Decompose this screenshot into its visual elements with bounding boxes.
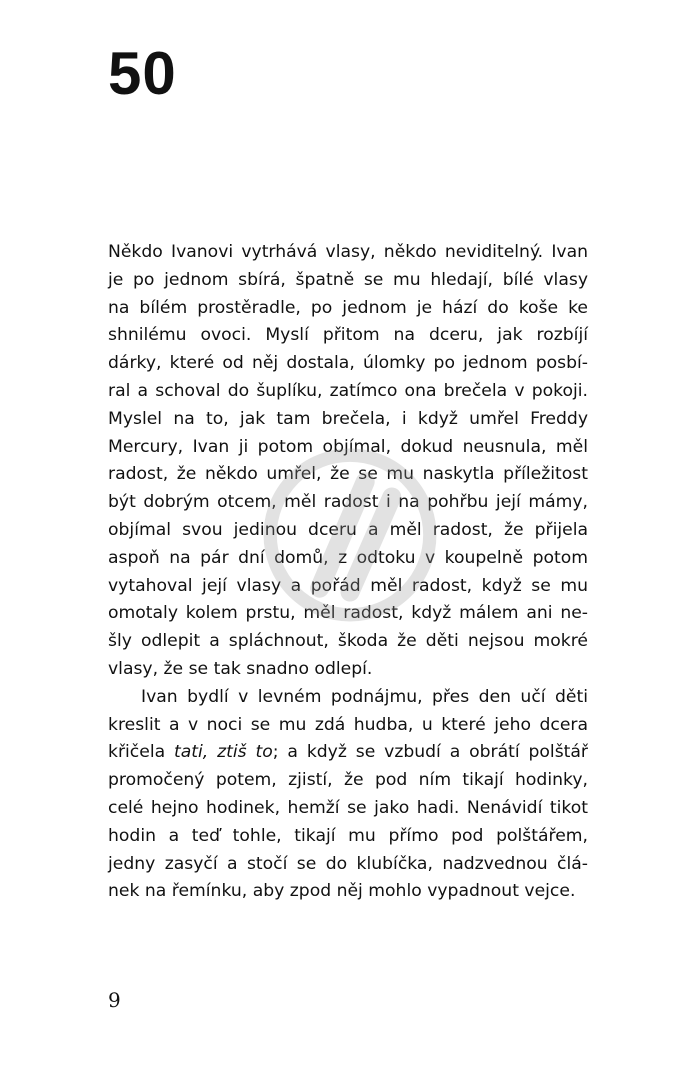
text-line: ral a schoval do šuplíku, zatímco ona brečela v pokoji.: [108, 380, 588, 401]
text-line: radost, že někdo umřel, že se mu naskytla příležitost: [108, 464, 588, 485]
text-line: šly odlepit a spláchnout, škoda že děti nejsou mokré: [108, 631, 588, 652]
paragraph: [108, 684, 588, 906]
text-line: je po jednom sbírá, špatně se mu hledají, bílé vlasy: [108, 269, 588, 290]
text-line: celé hejno hodinek, hemží se jako hadi. Nenávidí tikot: [108, 797, 588, 818]
text-line: na bílém prostěradle, po jednom je hází do koše ke: [108, 297, 588, 318]
text-line: omotaly kolem prstu, měl radost, když málem ani ne-: [108, 603, 588, 624]
text-line: objímal svou jedinou dceru a měl radost, že přijela: [108, 519, 588, 540]
paragraph: [108, 239, 588, 684]
text-line: vytahoval její vlasy a pořád měl radost, když se mu: [108, 575, 588, 596]
text-line: kreslit a v noci se mu zdá hudba, u které jeho dcera: [108, 714, 588, 735]
text-line: [108, 739, 588, 767]
text-line: Myslel na to, jak tam brečela, i když umřel Freddy: [108, 408, 588, 429]
text-line: aspoň na pár dní domů, z odtoku v koupelně potom: [108, 547, 588, 568]
chapter-number: 50: [108, 40, 177, 107]
text-line: jedny zasyčí a stočí se do klubíčka, nadzvednou člá-: [108, 853, 588, 874]
text-line: promočený potem, zjistí, že pod ním tikají hodinky,: [108, 770, 588, 791]
text-line: shnilému ovoci. Myslí přitom na dceru, jak rozbíjí: [108, 325, 588, 346]
text-line: dárky, které od něj dostala, úlomky po jednom posbí-: [108, 353, 588, 374]
text-line: Mercury, Ivan ji potom objímal, dokud neusnula, měl: [108, 436, 588, 457]
text-line: Ivan bydlí v levném podnájmu, přes den učí děti: [141, 686, 588, 707]
chapter-body: [108, 239, 588, 906]
text-line: vlasy, že se tak snadno odlepí.: [108, 658, 373, 679]
text-line: Někdo Ivanovi vytrhává vlasy, někdo neviditelný. Ivan: [108, 242, 588, 262]
page-number: 9: [108, 988, 121, 1012]
text-line: nek na řemínku, aby zpod něj mohlo vypadnout vejce.: [108, 881, 576, 902]
text-segment: ; a když se vzbudí a obrátí polštář: [272, 742, 589, 763]
italic-quote: tati, ztiš to: [174, 742, 273, 763]
text-segment: křičela: [108, 742, 174, 763]
text-line: být dobrým otcem, měl radost i na pohřbu její mámy,: [108, 492, 588, 513]
text-line: hodin a teď tohle, tikají mu přímo pod polštářem,: [108, 825, 588, 846]
